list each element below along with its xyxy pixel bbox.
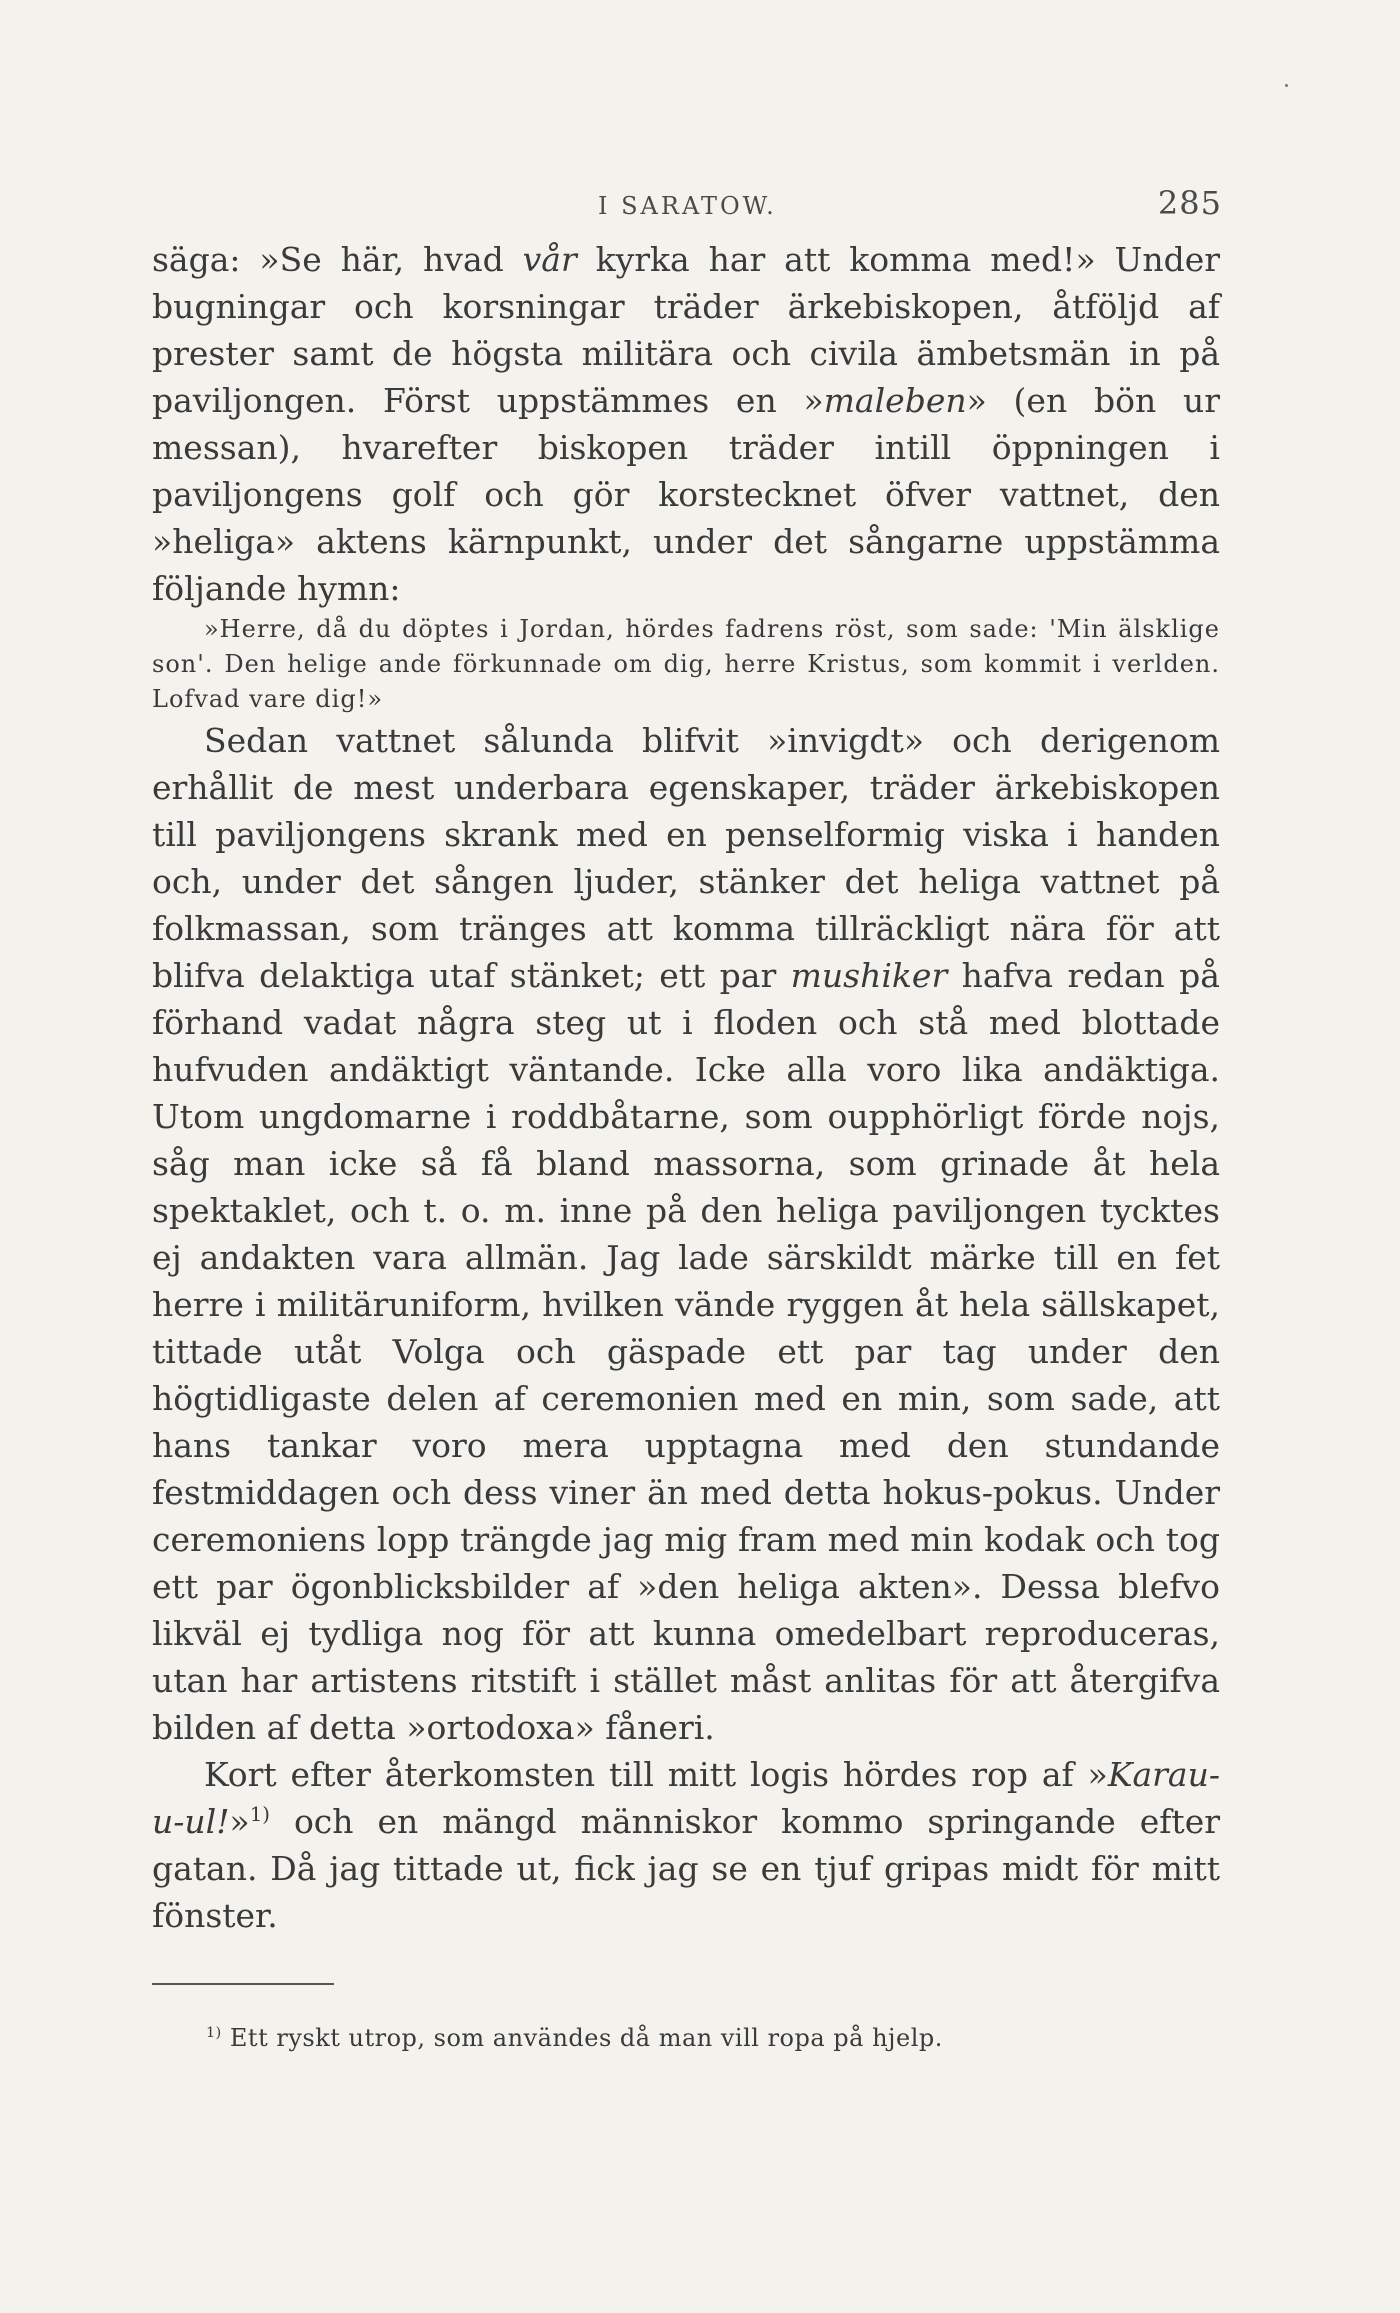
- hymn-quote: »Herre, då du döptes i Jordan, hördes fadrens röst, som sade: 'Min älsklige son'. Den helige ande förkunnade om dig, herre Kristus, som kommit i verlden. Lofvad vare dig!»: [152, 615, 1220, 713]
- paragraph-2-text-b: hafva redan på förhand vadat några steg ut i floden och stå med blottade hufvuden andäktigt väntande. Icke alla voro lika andäktiga. Utom ungdomarne i roddbåtarne, som oupphörligt förde nojs, såg man icke så få bland massorna, som grinade åt hela spektaklet, och t. o. m. inne på den heliga paviljongen tycktes ej andakten vara allmän. Jag lade särskildt märke till en fet herre i militäruniform, hvilken vände ryggen åt hela sällskapet, tittade utåt Volga och gäspade ett par tag under den högtidligaste delen af ceremonien med en min, som sade, att hans tankar voro mera upptagna med den stundande festmiddagen och dess viner än med detta hokus-pokus. Under ceremoniens lopp trängde jag mig fram med min kodak och tog ett par ögonblicksbilder af »den heliga akten». Dessa blefvo likväl ej tydliga nog för att kunna omedelbart reproduceras, utan har artistens ritstift i stället måst anlitas för att återgifva bilden af detta »ortodoxa» fåneri.: [152, 956, 1220, 1747]
- book-page: [152, 170, 1220, 2079]
- paragraph-2-italic-mushiker: mushiker: [790, 956, 948, 995]
- footnote-reference: 1): [249, 1803, 270, 1826]
- paragraph-1-text-b: kyrka har att komma med!» Under bugningar och korsningar träder ärkebiskopen, åtföljd af prester samt de högsta militära och civila ämbetsmän in på paviljongen. Först uppstämmes en »: [152, 240, 1221, 420]
- page-number: 285: [1157, 184, 1222, 222]
- running-head: [152, 170, 1220, 230]
- paragraph-3-text-a: Kort efter återkomsten till mitt logis hördes rop af »: [204, 1755, 1108, 1794]
- running-title: I SARATOW.: [598, 192, 777, 220]
- paragraph-3-text-c: och en mängd människor kommo springande efter gatan. Då jag tittade ut, fick jag se en tjuf gripas midt för mitt fönster.: [152, 1802, 1220, 1935]
- paragraph-2: [152, 717, 1220, 1751]
- paragraph-1-text-c: » (en bön ur messan), hvarefter biskopen träder intill öppningen i paviljongens golf och gör korstecknet öfver vattnet, den »heliga» aktens kärnpunkt, under det sångarne uppstämma följande hymn:: [152, 381, 1220, 608]
- body-text: [152, 236, 1220, 1939]
- footnote-rule: [152, 1983, 334, 1985]
- paragraph-1: [152, 236, 1220, 612]
- paragraph-3: [152, 1751, 1220, 1939]
- paragraph-1-italic-var: vår: [522, 240, 577, 279]
- footnote-text: Ett ryskt utrop, som användes då man vill ropa på hjelp.: [221, 2024, 943, 2052]
- page-speck: [1285, 84, 1288, 87]
- paragraph-1-text-a: säga: »Se här, hvad: [152, 240, 523, 279]
- footnote-marker: 1): [206, 2025, 222, 2041]
- footnote: [152, 2021, 1220, 2055]
- paragraph-3-italic-karauul: Karau-u-ul!: [152, 1755, 1220, 1841]
- paragraph-3-text-b: »: [229, 1802, 250, 1841]
- paragraph-2-text-a: Sedan vattnet sålunda blifvit »invigdt» och derigenom erhållit de mest underbara egenskaper, träder ärkebiskopen till paviljongens skrank med en penselformig viska i handen och, under det sången ljuder, stänker det heliga vattnet på folkmassan, som tränges att komma tillräckligt nära för att blifva delaktiga utaf stänket; ett par: [152, 721, 1220, 995]
- paragraph-1-italic-maleben: maleben: [823, 381, 967, 420]
